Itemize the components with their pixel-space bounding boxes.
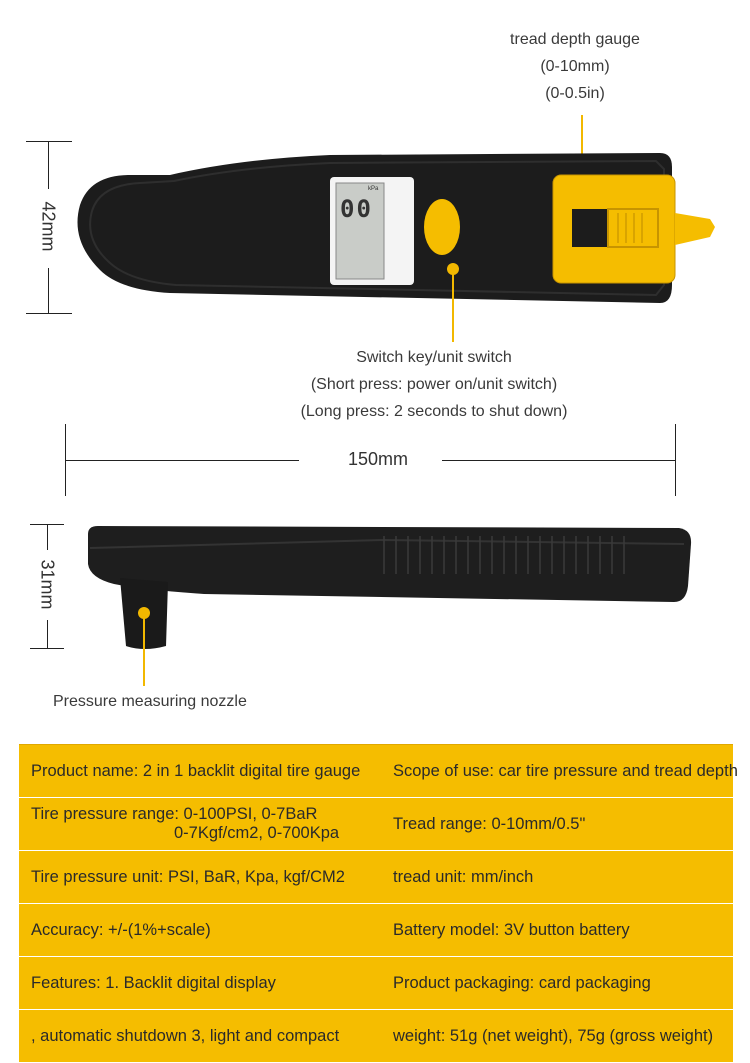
tread-gauge-range-mm: (0-10mm) [540, 58, 610, 75]
tread-gauge-window [572, 209, 608, 247]
thickness-dim-line-bottom [47, 620, 48, 648]
lcd-digits-2: 0 [356, 195, 369, 223]
length-dim-text: 150mm [347, 449, 409, 469]
spec-table [19, 744, 738, 1063]
nozzle-leader [143, 618, 145, 686]
spec-weight: weight: 51g (net weight), 75g (gross weight) [381, 1010, 733, 1063]
tread-gauge-range-in: (0-0.5in) [545, 85, 605, 102]
spec-product-name: Product name: 2 in 1 backlit digital tire gauge [19, 745, 381, 798]
lcd-display [340, 195, 369, 223]
device-side-view [84, 514, 694, 654]
power-button [424, 199, 460, 255]
spec-accuracy: Accuracy: +/-(1%+scale) [19, 904, 381, 957]
tread-gauge-body [553, 175, 675, 283]
thickness-dim-text: 31mm [37, 559, 58, 610]
spec-pressure-range-line1: Tire pressure range: 0-100PSI, 0-7BaR [31, 805, 318, 823]
height-dim-bottom-tick [26, 313, 72, 314]
height-dim-line-top [48, 141, 49, 189]
spec-row [19, 904, 733, 957]
spec-row [19, 957, 733, 1010]
tread-gauge-title: tread depth gauge [510, 31, 640, 48]
length-dim-right-tick [675, 424, 676, 496]
switch-key-long-press: (Long press: 2 seconds to shut down) [300, 403, 568, 420]
height-dim-line-bottom [48, 268, 49, 313]
spec-battery-model: Battery model: 3V button battery [381, 904, 733, 957]
spec-row [19, 851, 733, 904]
tread-gauge-probe [675, 213, 715, 245]
length-dim-line-left [65, 460, 299, 461]
spec-pressure-unit: Tire pressure unit: PSI, BaR, Kpa, kgf/CM2 [19, 851, 381, 904]
height-dim-top-tick [26, 141, 72, 142]
switch-key-short-press: (Short press: power on/unit switch) [310, 376, 558, 393]
length-dim-line-right [442, 460, 675, 461]
spec-packaging: Product packaging: card packaging [381, 957, 733, 1010]
spec-row [19, 745, 733, 798]
power-button-text: ON/UNIT/OFF [393, 192, 407, 270]
spec-pressure-range-line2: 0-7Kgf/cm2, 0-700Kpa [174, 824, 340, 842]
spec-tread-unit: tread unit: mm/inch [381, 851, 733, 904]
spec-features-continued: , automatic shutdown 3, light and compact [19, 1010, 381, 1063]
spec-scope-of-use: Scope of use: car tire pressure and tread depth [381, 745, 733, 798]
nozzle-label: Pressure measuring nozzle [53, 693, 247, 710]
spec-pressure-range [19, 798, 381, 851]
lcd-digits: 0 [340, 195, 353, 223]
spec-features: Features: 1. Backlit digital display [19, 957, 381, 1010]
height-dim-text: 42mm [38, 201, 59, 252]
thickness-dim-line-top [47, 524, 48, 550]
spec-row [19, 798, 733, 851]
spec-tread-range: Tread range: 0-10mm/0.5" [381, 798, 733, 851]
lcd-unit: kPa [368, 186, 379, 192]
thickness-dim-bottom-tick [30, 648, 64, 649]
switch-key-leader [452, 272, 454, 342]
tread-gauge-label [470, 26, 680, 107]
switch-key-label [284, 344, 584, 425]
spec-row [19, 1010, 733, 1063]
switch-key-title: Switch key/unit switch [356, 349, 512, 366]
